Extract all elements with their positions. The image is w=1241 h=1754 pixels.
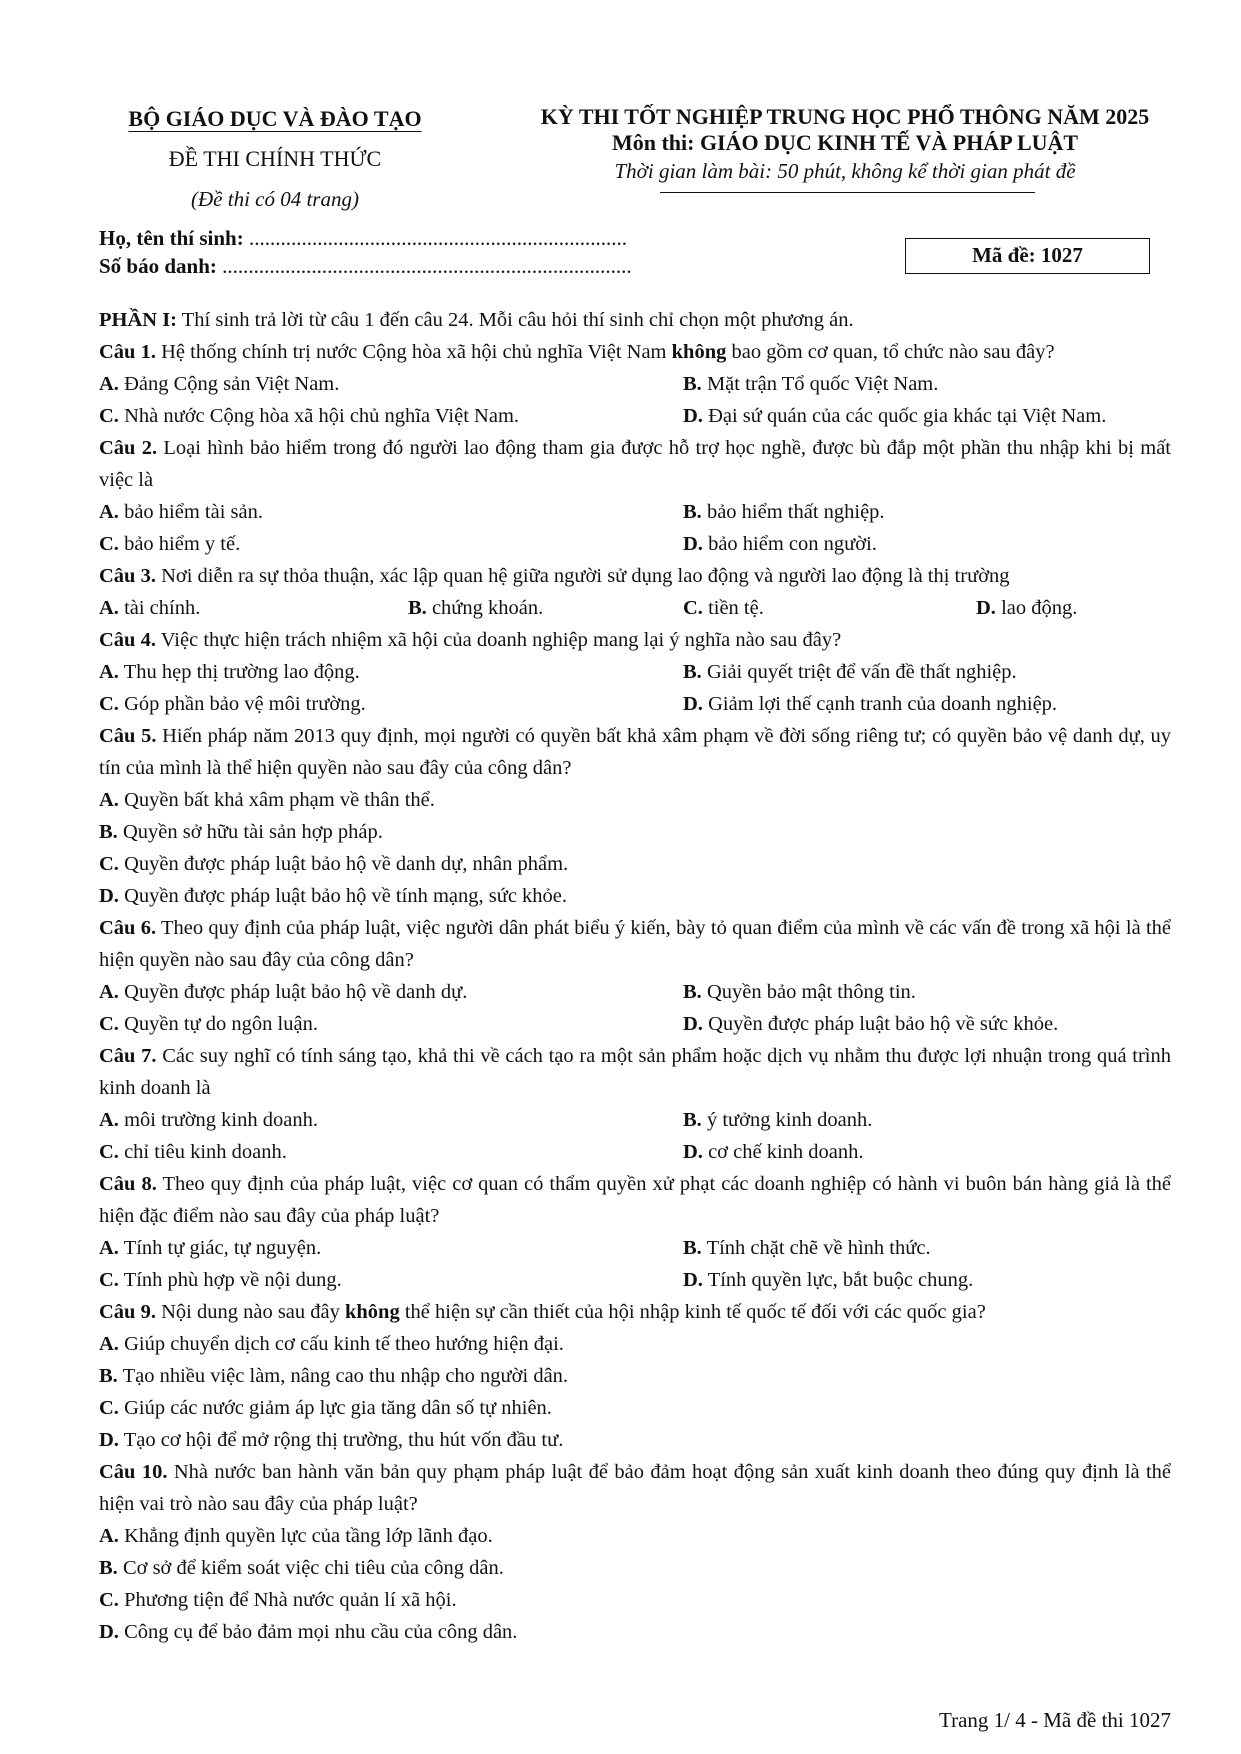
option-key: A. bbox=[99, 373, 119, 395]
option-c bbox=[99, 848, 1171, 880]
option-c bbox=[683, 592, 976, 624]
option-key: A. bbox=[99, 1237, 119, 1259]
option-key: A. bbox=[99, 981, 119, 1003]
option-row bbox=[99, 496, 1171, 528]
page-footer: Trang 1/ 4 - Mã đề thi 1027 bbox=[939, 1708, 1171, 1732]
option-text: Cơ sở để kiểm soát việc chi tiêu của công dân. bbox=[117, 1557, 504, 1579]
option-b bbox=[683, 656, 1017, 688]
question-label: Câu 9. bbox=[99, 1301, 156, 1323]
option-key: A. bbox=[99, 501, 119, 523]
question-stem bbox=[99, 1168, 1171, 1232]
option-c bbox=[99, 1264, 683, 1296]
student-name-line bbox=[99, 224, 632, 252]
option-a bbox=[99, 1520, 1171, 1552]
option-text: Giúp chuyển dịch cơ cấu kinh tế theo hướng hiện đại. bbox=[118, 1333, 564, 1355]
option-text: Đại sứ quán của các quốc gia khác tại Việt Nam. bbox=[702, 405, 1107, 427]
option-key: A. bbox=[99, 1333, 119, 1355]
stem-text: Hệ thống chính trị nước Cộng hòa xã hội chủ nghĩa Việt Nam bbox=[155, 341, 672, 363]
option-text: Quyền được pháp luật bảo hộ về danh dự, nhân phẩm. bbox=[118, 853, 569, 875]
option-key: B. bbox=[683, 661, 702, 683]
option-text: Quyền tự do ngôn luận. bbox=[118, 1013, 318, 1035]
time-underline bbox=[660, 192, 1035, 193]
option-row bbox=[99, 368, 1171, 400]
header-left bbox=[110, 104, 440, 214]
option-key: C. bbox=[99, 693, 119, 715]
stem-text: Theo quy định của pháp luật, việc người dân phát biểu ý kiến, bày tỏ quan điểm của mình về các vấn đề trong xã hội là thể hiện quyền nào sau đây của công dân? bbox=[99, 917, 1171, 971]
option-text: Tính tự giác, tự nguyện. bbox=[118, 1237, 322, 1259]
time-note: Thời gian làm bài: 50 phút, không kể thời gian phát đề bbox=[614, 159, 1076, 183]
question-label: Câu 7. bbox=[99, 1045, 157, 1067]
option-d bbox=[99, 880, 1171, 912]
option-text: Thu hẹp thị trường lao động. bbox=[118, 661, 360, 683]
option-text: cơ chế kinh doanh. bbox=[702, 1141, 864, 1163]
option-key: A. bbox=[99, 1109, 119, 1131]
option-key: B. bbox=[683, 501, 702, 523]
option-text: Công cụ để bảo đảm mọi nhu cầu của công dân. bbox=[118, 1621, 518, 1643]
stem-text: Việc thực hiện trách nhiệm xã hội của doanh nghiệp mang lại ý nghĩa nào sau đây? bbox=[155, 629, 842, 651]
question-label: Câu 3. bbox=[99, 565, 156, 587]
option-text: Tính quyền lực, bắt buộc chung. bbox=[702, 1269, 974, 1291]
option-a bbox=[99, 496, 683, 528]
option-row bbox=[99, 528, 1171, 560]
option-key: B. bbox=[683, 373, 702, 395]
option-key: B. bbox=[99, 1557, 118, 1579]
stem-text: Loại hình bảo hiểm trong đó người lao động tham gia được hỗ trợ học nghề, được bù đắp một phần thu nhập khi bị mất việc là bbox=[99, 437, 1171, 491]
question-label: Câu 10. bbox=[99, 1461, 168, 1483]
part-label: PHẦN I: bbox=[99, 309, 178, 331]
option-key: A. bbox=[99, 1525, 119, 1547]
question-label: Câu 1. bbox=[99, 341, 156, 363]
option-b bbox=[683, 496, 885, 528]
option-key: B. bbox=[683, 1109, 702, 1131]
stem-text: Các suy nghĩ có tính sáng tạo, khả thi về cách tạo ra một sản phẩm hoặc dịch vụ nhằm thu được lợi nhuận trong quá trình kinh doanh là bbox=[99, 1045, 1171, 1099]
option-a bbox=[99, 656, 683, 688]
option-d bbox=[99, 1424, 1171, 1456]
question-stem bbox=[99, 720, 1171, 784]
option-text: bảo hiểm thất nghiệp. bbox=[701, 501, 885, 523]
option-d bbox=[683, 688, 1057, 720]
option-text: tiền tệ. bbox=[702, 597, 764, 619]
option-text: Giúp các nước giảm áp lực gia tăng dân số tự nhiên. bbox=[118, 1397, 552, 1419]
question-label: Câu 8. bbox=[99, 1173, 157, 1195]
option-text: Tính chặt chẽ về hình thức. bbox=[701, 1237, 931, 1259]
option-text: Phương tiện để Nhà nước quản lí xã hội. bbox=[118, 1589, 457, 1611]
option-a bbox=[99, 1104, 683, 1136]
option-key: B. bbox=[99, 1365, 118, 1387]
exam-title: KỲ THI TỐT NGHIỆP TRUNG HỌC PHỔ THÔNG NĂM 2025 bbox=[540, 104, 1150, 129]
option-b bbox=[408, 592, 683, 624]
option-key: C. bbox=[99, 533, 119, 555]
student-info bbox=[99, 224, 632, 280]
question-stem bbox=[99, 336, 1171, 368]
option-row bbox=[99, 1008, 1171, 1040]
option-c bbox=[99, 688, 683, 720]
option-text: chứng khoán. bbox=[426, 597, 544, 619]
option-d bbox=[683, 400, 1106, 432]
option-text: Tạo cơ hội để mở rộng thị trường, thu hút vốn đầu tư. bbox=[118, 1429, 564, 1451]
option-text: tài chính. bbox=[118, 597, 201, 619]
option-a bbox=[99, 784, 1171, 816]
stem-text: bao gồm cơ quan, tổ chức nào sau đây? bbox=[726, 341, 1055, 363]
option-c bbox=[99, 400, 683, 432]
stem-text: Theo quy định của pháp luật, việc cơ quan có thẩm quyền xử phạt các doanh nghiệp có hành vi buôn bán hàng giả là thể hiện đặc điểm nào sau đây của pháp luật? bbox=[99, 1173, 1172, 1227]
option-key: C. bbox=[99, 1589, 119, 1611]
option-a bbox=[99, 368, 683, 400]
option-a bbox=[99, 1328, 1171, 1360]
option-b bbox=[683, 1232, 931, 1264]
student-name-label: Họ, tên thí sinh: bbox=[99, 226, 244, 250]
student-name-dots: ........................................................................ bbox=[243, 226, 627, 250]
emphasis-word: không bbox=[345, 1301, 400, 1323]
option-d bbox=[976, 592, 1077, 624]
option-text: Giảm lợi thế cạnh tranh của doanh nghiệp. bbox=[702, 693, 1058, 715]
option-text: Quyền được pháp luật bảo hộ về tính mạng, sức khỏe. bbox=[118, 885, 568, 907]
option-text: lao động. bbox=[995, 597, 1078, 619]
option-key: C. bbox=[99, 1397, 119, 1419]
option-row bbox=[99, 688, 1171, 720]
option-text: Quyền được pháp luật bảo hộ về sức khỏe. bbox=[702, 1013, 1059, 1035]
option-key: D. bbox=[99, 1429, 119, 1451]
question-label: Câu 5. bbox=[99, 725, 157, 747]
option-key: A. bbox=[99, 789, 119, 811]
part-instruction bbox=[99, 304, 1171, 336]
exam-code-box: Mã đề: 1027 bbox=[905, 238, 1150, 274]
option-row bbox=[99, 1232, 1171, 1264]
option-text: Khẳng định quyền lực của tầng lớp lãnh đạo. bbox=[118, 1525, 493, 1547]
option-b bbox=[99, 1552, 1171, 1584]
option-b bbox=[683, 1104, 872, 1136]
option-row bbox=[99, 1136, 1171, 1168]
option-text: Quyền được pháp luật bảo hộ về danh dự. bbox=[118, 981, 468, 1003]
option-key: D. bbox=[683, 405, 703, 427]
question-stem bbox=[99, 624, 1171, 656]
student-id-label: Số báo danh: bbox=[99, 254, 217, 278]
option-text: Quyền sở hữu tài sản hợp pháp. bbox=[117, 821, 383, 843]
option-row bbox=[99, 976, 1171, 1008]
option-row bbox=[99, 656, 1171, 688]
stem-text: Nội dung nào sau đây bbox=[155, 1301, 345, 1323]
option-text: Mặt trận Tổ quốc Việt Nam. bbox=[701, 373, 939, 395]
question-stem bbox=[99, 912, 1171, 976]
question-stem bbox=[99, 1296, 1171, 1328]
option-key: B. bbox=[683, 1237, 702, 1259]
option-text: Góp phần bảo vệ môi trường. bbox=[118, 693, 366, 715]
option-text: Quyền bất khả xâm phạm về thân thể. bbox=[118, 789, 435, 811]
option-key: D. bbox=[683, 533, 703, 555]
option-key: D. bbox=[683, 693, 703, 715]
stem-text: Nơi diễn ra sự thỏa thuận, xác lập quan hệ giữa người sử dụng lao động và người lao động là thị trường bbox=[155, 565, 1010, 587]
option-key: C. bbox=[683, 597, 703, 619]
option-d bbox=[99, 1616, 1171, 1648]
option-key: D. bbox=[99, 885, 119, 907]
option-key: B. bbox=[683, 981, 702, 1003]
student-id-dots: .............................................................................. bbox=[216, 254, 632, 278]
student-id-line bbox=[99, 252, 632, 280]
option-c bbox=[99, 1008, 683, 1040]
option-text: Giải quyết triệt để vấn đề thất nghiệp. bbox=[701, 661, 1017, 683]
option-text: ý tưởng kinh doanh. bbox=[701, 1109, 873, 1131]
option-d bbox=[683, 1008, 1058, 1040]
option-key: D. bbox=[976, 597, 996, 619]
option-row bbox=[99, 1104, 1171, 1136]
header-right bbox=[500, 104, 1190, 186]
option-b bbox=[683, 976, 916, 1008]
ministry-name: BỘ GIÁO DỤC VÀ ĐÀO TẠO bbox=[128, 106, 422, 131]
official-label: ĐỀ THI CHÍNH THỨC bbox=[168, 146, 382, 171]
option-key: C. bbox=[99, 1269, 119, 1291]
emphasis-word: không bbox=[671, 341, 727, 363]
option-key: C. bbox=[99, 853, 119, 875]
option-key: C. bbox=[99, 405, 119, 427]
exam-content bbox=[99, 304, 1171, 1648]
option-key: D. bbox=[683, 1013, 703, 1035]
option-key: B. bbox=[408, 597, 427, 619]
option-d bbox=[683, 1264, 973, 1296]
question-stem bbox=[99, 1456, 1171, 1520]
option-b bbox=[683, 368, 938, 400]
question-stem bbox=[99, 432, 1171, 496]
question-stem bbox=[99, 1040, 1171, 1104]
option-key: C. bbox=[99, 1013, 119, 1035]
option-a bbox=[99, 976, 683, 1008]
option-b bbox=[99, 816, 1171, 848]
question-label: Câu 2. bbox=[99, 437, 158, 459]
option-row bbox=[99, 592, 1171, 624]
option-d bbox=[683, 528, 877, 560]
option-text: chỉ tiêu kinh doanh. bbox=[118, 1141, 287, 1163]
option-row bbox=[99, 1264, 1171, 1296]
option-a bbox=[99, 1232, 683, 1264]
part-text: Thí sinh trả lời từ câu 1 đến câu 24. Mỗi câu hỏi thí sinh chỉ chọn một phương án. bbox=[177, 309, 854, 331]
option-key: C. bbox=[99, 1141, 119, 1163]
option-a bbox=[99, 592, 408, 624]
option-text: Đảng Cộng sản Việt Nam. bbox=[118, 373, 340, 395]
option-text: môi trường kinh doanh. bbox=[118, 1109, 318, 1131]
option-row bbox=[99, 400, 1171, 432]
option-c bbox=[99, 1392, 1171, 1424]
option-text: Nhà nước Cộng hòa xã hội chủ nghĩa Việt Nam. bbox=[118, 405, 520, 427]
option-text: Tạo nhiều việc làm, nâng cao thu nhập cho người dân. bbox=[117, 1365, 569, 1387]
option-c bbox=[99, 528, 683, 560]
question-stem bbox=[99, 560, 1171, 592]
option-d bbox=[683, 1136, 864, 1168]
stem-text: thể hiện sự cần thiết của hội nhập kinh tế quốc tế đối với các quốc gia? bbox=[399, 1301, 986, 1323]
option-key: B. bbox=[99, 821, 118, 843]
question-label: Câu 6. bbox=[99, 917, 157, 939]
stem-text: Hiến pháp năm 2013 quy định, mọi người có quyền bất khả xâm phạm về đời sống riêng tư; có quyền bảo vệ danh dự, uy tín của mình là thể hiện quyền nào sau đây của công dân? bbox=[99, 725, 1171, 779]
option-key: D. bbox=[99, 1621, 119, 1643]
option-key: D. bbox=[683, 1269, 703, 1291]
subject-title: Môn thi: GIÁO DỤC KINH TẾ VÀ PHÁP LUẬT bbox=[611, 130, 1079, 155]
stem-text: Nhà nước ban hành văn bản quy phạm pháp luật để bảo đảm hoạt động sản xuất kinh doanh theo đúng quy định là thể hiện vai trò nào sau đây của pháp luật? bbox=[99, 1461, 1171, 1515]
option-key: A. bbox=[99, 661, 119, 683]
option-b bbox=[99, 1360, 1171, 1392]
option-c bbox=[99, 1584, 1171, 1616]
option-key: D. bbox=[683, 1141, 703, 1163]
option-text: bảo hiểm con người. bbox=[702, 533, 877, 555]
option-c bbox=[99, 1136, 683, 1168]
pages-note: (Đề thi có 04 trang) bbox=[191, 187, 359, 211]
question-label: Câu 4. bbox=[99, 629, 156, 651]
option-text: bảo hiểm y tế. bbox=[118, 533, 241, 555]
option-text: Quyền bảo mật thông tin. bbox=[701, 981, 916, 1003]
option-text: bảo hiểm tài sản. bbox=[118, 501, 263, 523]
option-text: Tính phù hợp về nội dung. bbox=[118, 1269, 342, 1291]
option-key: A. bbox=[99, 597, 119, 619]
